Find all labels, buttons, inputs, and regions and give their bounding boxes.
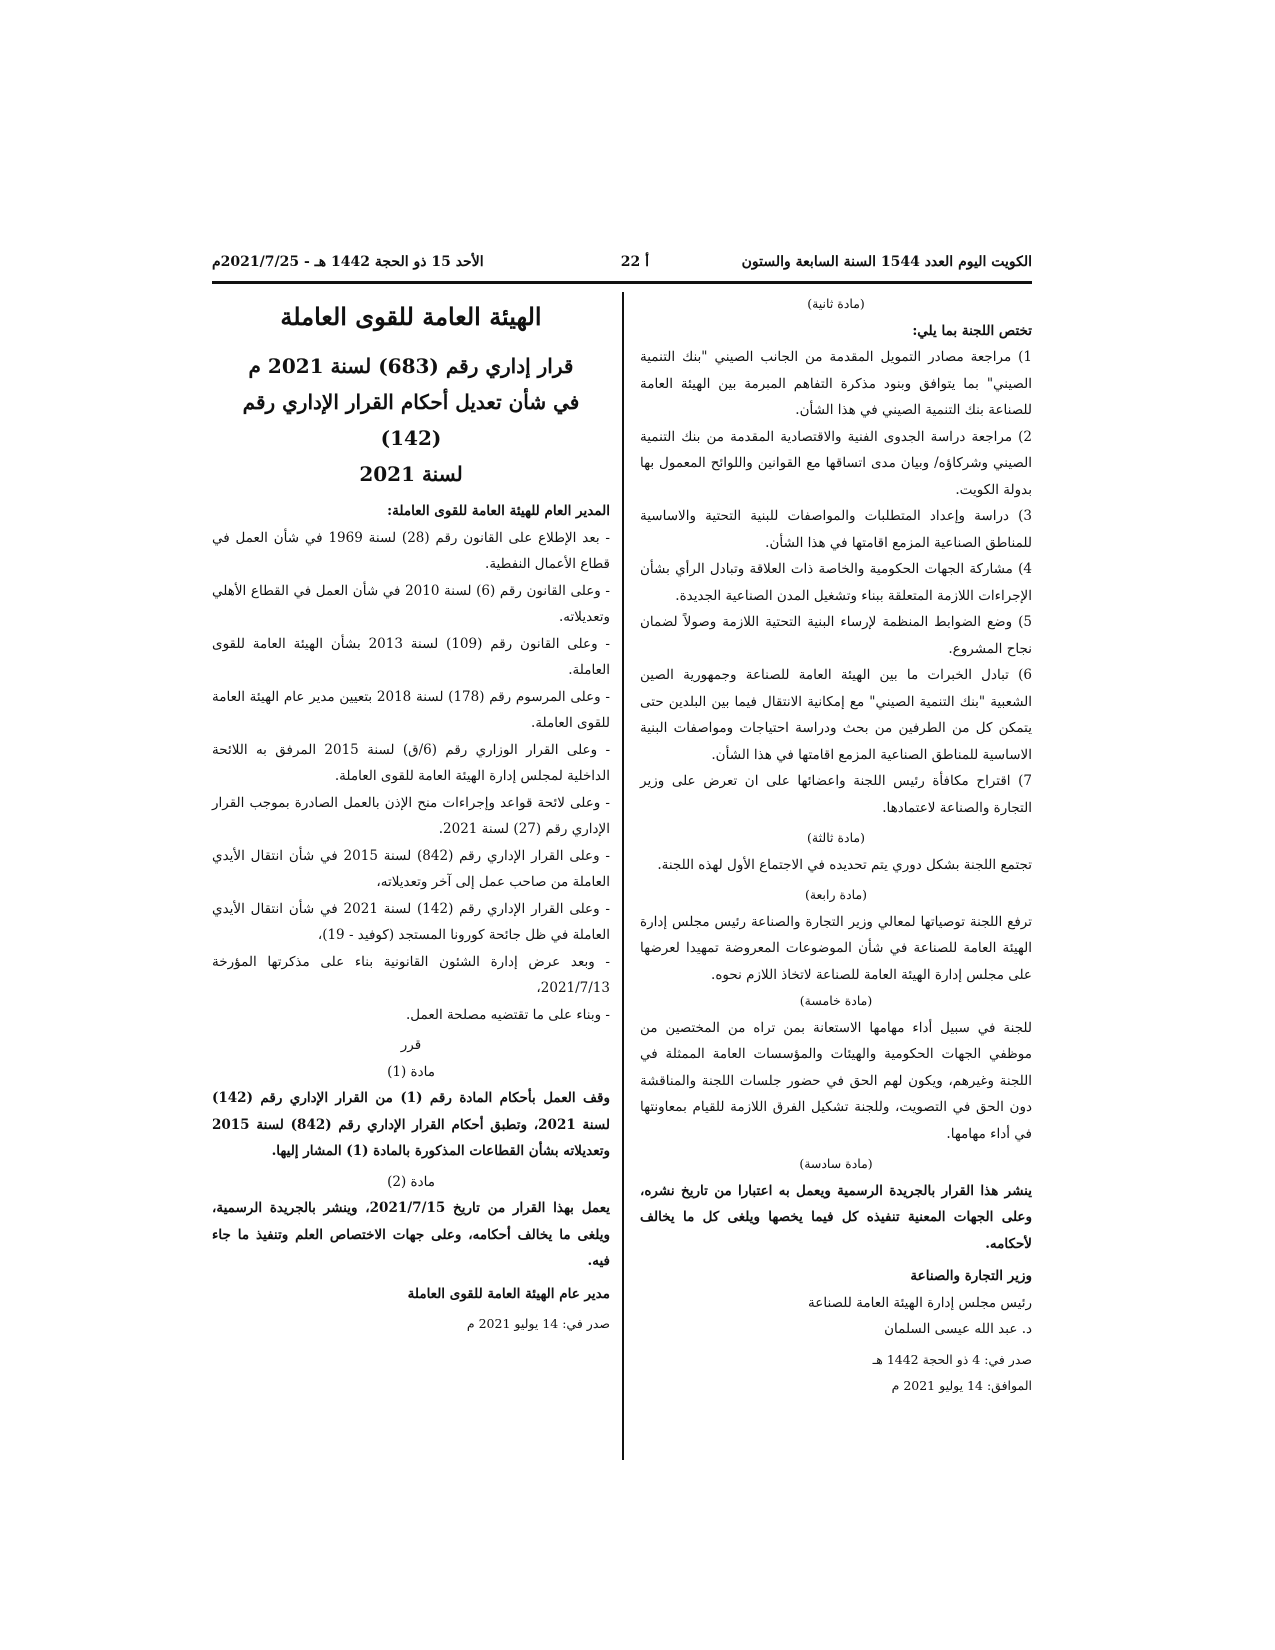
decision-subject-year: لسنة 2021 [359, 462, 463, 486]
signatory-title: وزير التجارة والصناعة [910, 1268, 1032, 1284]
issue-date-hijri: صدر في: 4 ذو الحجة 1442 هـ [872, 1351, 1032, 1367]
article-heading: (مادة خامسة) [799, 993, 873, 1008]
column-divider [622, 292, 624, 1460]
list-item: 5) وضع الضوابط المنظمة لإرساء البنية التحتية اللازمة وصولاً لضمان نجاح المشروع. [640, 614, 1032, 657]
article-heading: (مادة رابعة) [804, 887, 868, 902]
article-heading: (مادة ثالثة) [807, 830, 865, 845]
recital: - بعد الإطلاع على القانون رقم (28) لسنة 1969 في شأن العمل في قطاع الأعمال النفطية. [212, 529, 610, 572]
gazette-issue: الكويت اليوم العدد 1544 السنة السابعة والستون [741, 254, 1032, 270]
issue-date: صدر في: 14 يوليو 2021 م [466, 1316, 610, 1331]
decided-heading: قرر [400, 1037, 422, 1053]
list-item: 6) تبادل الخبرات ما بين الهيئة العامة للصناعة وجمهورية الصين الشعبية "بنك التنمية الصيني" مع إمكانية الانتقال فيما بين البلدين حتى يتمكن كل من الطرفين من بحث ودراسة احتياجات ومواصفات البنية الاساسية للمناطق الصناعية المزمع اقامتها في هذا الشأن. [640, 667, 1032, 763]
signatory-title: مدير عام الهيئة العامة للقوى العاملة [407, 1285, 610, 1302]
left-column [212, 296, 610, 1338]
recital: - وعلى لائحة قواعد وإجراءات منح الإذن بالعمل الصادرة بموجب القرار الإداري رقم (27) لسنة 2021. [212, 794, 610, 837]
page-number: أ 22 [620, 254, 649, 270]
right-column [640, 291, 1032, 1400]
article-heading: (مادة سادسة) [799, 1156, 873, 1171]
organization-title: الهيئة العامة للقوى العاملة [280, 302, 542, 331]
recital: - وعلى المرسوم رقم (178) لسنة 2018 بتعيين مدير عام الهيئة العامة للقوى العاملة. [212, 688, 610, 731]
list-item: 3) دراسة وإعداد المتطلبات والمواصفات للبنية التحتية والاساسية للمناطق الصناعية المزمع اقامتها في هذا الشأن. [640, 508, 1032, 551]
article-text: ترفع اللجنة توصياتها لمعالي وزير التجارة والصناعة رئيس مجلس إدارة الهيئة العامة للصناعة في شأن الموضوعات المعروضة تمهيدا لعرضها على مجلس إدارة الهيئة العامة للصناعة لاتخاذ اللازم نحوه. [640, 913, 1032, 983]
list-item: 4) مشاركة الجهات الحكومية والخاصة ذات العلاقة وتبادل الرأي بشأن الإجراءات اللازمة المتعلقة ببناء وتشغيل المدن الصناعية الجديدة. [640, 561, 1032, 604]
article-text: وقف العمل بأحكام المادة رقم (1) من القرار الإداري رقم (142) لسنة 2021، وتطبق أحكام القرار الإداري رقم (842) لسنة 2015 وتعديلاته بشأن القطاعات المذكورة بالمادة (1) المشار إليها. [212, 1090, 611, 1159]
signatory-name: د. عبد الله عيسى السلمان [884, 1321, 1032, 1337]
decision-title: قرار إداري رقم (683) لسنة 2021 م [248, 354, 574, 378]
article-intro: تختص اللجنة بما يلي: [912, 322, 1032, 339]
article-text: ينشر هذا القرار بالجريدة الرسمية ويعمل به اعتبارا من تاريخ نشره، وعلى الجهات المعنية تنفيذه كل فيما يخصها ويلغى كل ما يخالف لأحكامه. [640, 1182, 1032, 1252]
issue-date: الأحد 15 ذو الحجة 1442 هـ - 2021/7/25م [212, 254, 484, 270]
issue-date-gregorian: الموافق: 14 يوليو 2021 م [891, 1378, 1032, 1393]
list-item: 7) اقتراح مكافأة رئيس اللجنة واعضائها على ان تعرض على وزير التجارة والصناعة لاعتمادها. [640, 773, 1032, 816]
decision-subject: في شأن تعديل أحكام القرار الإداري رقم (142) [242, 390, 580, 450]
article-text: يعمل بهذا القرار من تاريخ 2021/7/15، وينشر بالجريدة الرسمية، ويلغى ما يخالف أحكامه، وعلى جهات الاختصاص العلم وتنفيذ ما جاء فيه. [212, 1200, 610, 1269]
recital: - وعلى القرار الإداري رقم (842) لسنة 2015 في شأن انتقال الأيدي العاملة من صاحب عمل إلى آخر وتعديلاته، [212, 847, 610, 890]
signatory-role: رئيس مجلس إدارة الهيئة العامة للصناعة [808, 1294, 1032, 1311]
header-rule [212, 281, 1032, 284]
article-heading: مادة (1) [387, 1063, 435, 1080]
issuer-line: المدير العام للهيئة العامة للقوى العاملة: [387, 503, 610, 519]
article-text: تجتمع اللجنة بشكل دوري يتم تحديده في الاجتماع الأول لهذه اللجنة. [657, 856, 1032, 873]
article-heading: (مادة ثانية) [807, 296, 865, 311]
recital: - وعلى القانون رقم (6) لسنة 2010 في شأن العمل في القطاع الأهلي وتعديلاته. [212, 582, 610, 625]
list-item: 1) مراجعة مصادر التمويل المقدمة من الجانب الصيني "بنك التنمية الصيني" بما يتوافق وبنود مذكرة التفاهم المبرمة بين الهيئة العامة للصناعة بنك التنمية الصيني في هذا الشأن. [640, 349, 1032, 418]
article-heading: مادة (2) [387, 1173, 435, 1190]
recital: - وعلى القرار الإداري رقم (142) لسنة 2021 في شأن انتقال الأيدي العاملة في ظل جائحة كورونا المستجد (كوفيد - 19)، [212, 900, 610, 943]
recital: - وعلى القانون رقم (109) لسنة 2013 بشأن الهيئة العامة للقوى العاملة. [212, 635, 610, 678]
recital: - وعلى القرار الوزاري رقم (6/ق) لسنة 2015 المرفق به اللائحة الداخلية لمجلس إدارة الهيئة العامة للقوى العاملة. [212, 741, 611, 784]
list-item: 2) مراجعة دراسة الجدوى الفنية والاقتصادية المقدمة من بنك التنمية الصيني وشركاؤه/ وبيان مدى اتساقها مع القوانين واللوائح المعمول بها بدولة الكويت. [640, 428, 1032, 498]
recital: - وبعد عرض إدارة الشئون القانونية بناء على مذكرتها المؤرخة 2021/7/13، [212, 953, 610, 996]
article-text: للجنة في سبيل أداء مهامها الاستعانة بمن تراه من المختصين من موظفي الجهات الحكومية والهيئات والمؤسسات العامة الممثلة في اللجنة وغيرهم، ويكون لهم الحق في حضور جلسات اللجنة والمناقشة دون الحق في التصويت، وللجنة تشكيل الفرق اللازمة للقيام بمعاونتها في أداء مهامها. [640, 1019, 1032, 1142]
recital: - وبناء على ما تقتضيه مصلحة العمل. [406, 1006, 610, 1023]
page-header [212, 252, 1032, 280]
